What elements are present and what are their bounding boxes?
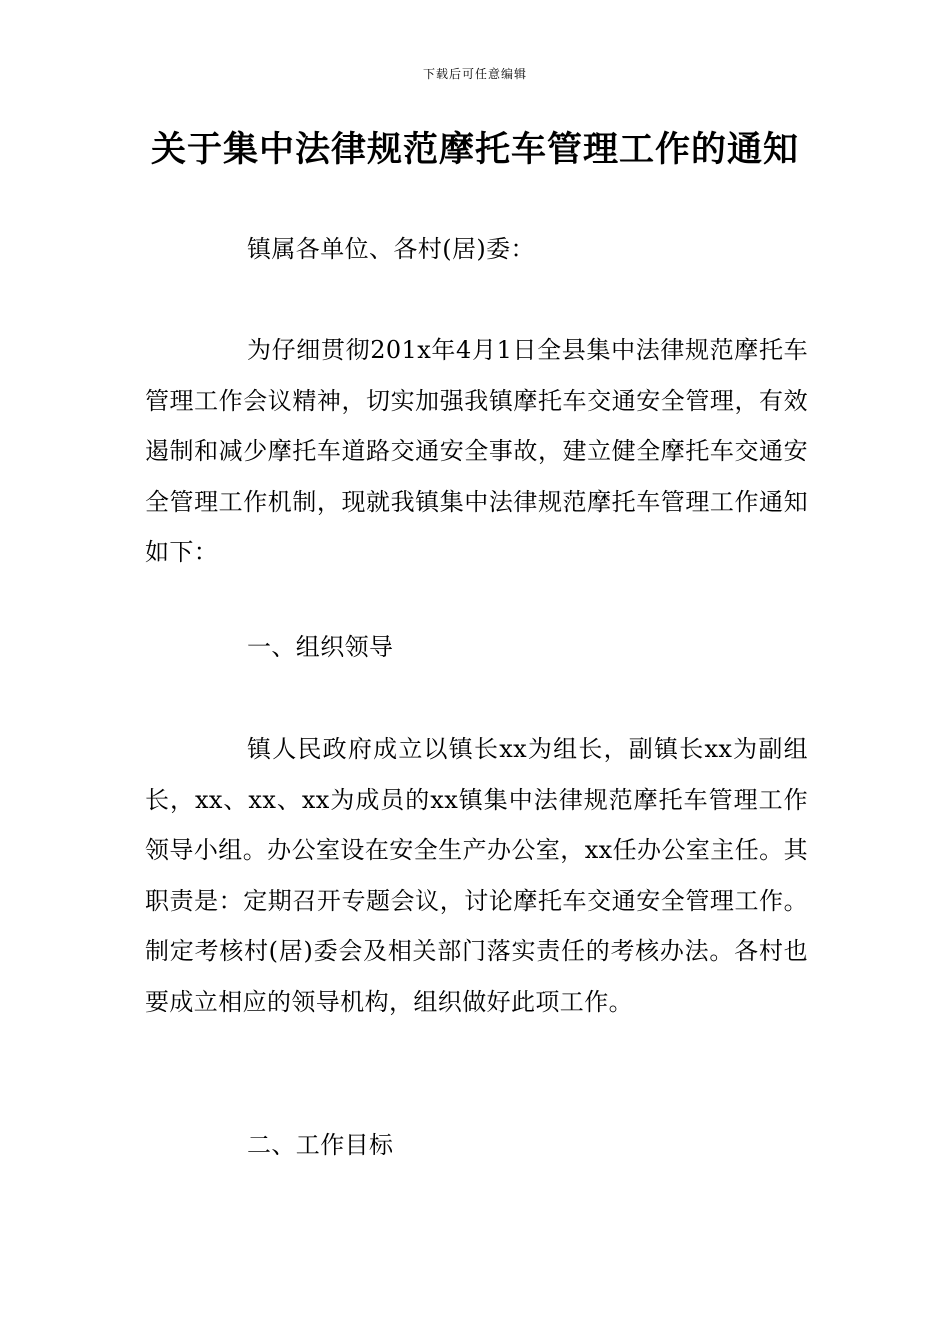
section-body-organization: 镇人民政府成立以镇长xx为组长，副镇长xx为副组长，xx、xx、xx为成员的xx镇集中法律规范摩托车管理工作领导小组。办公室设在安全生产办公室，xx任办公室主任。其职责是：定期召开专题会议，讨论摩托车交通安全管理工作。制定考核村(居)委会及相关部门落实责任的考核办法。各村也要成立相应的领导机构，组织做好此项工作。	[145, 735, 808, 1016]
intro-paragraph: 为仔细贯彻201x年4月1日全县集中法律规范摩托车管理工作会议精神，切实加强我镇摩托车交通安全管理，有效遏制和减少摩托车道路交通安全事故，建立健全摩托车交通安全管理工作机制，现就我镇集中法律规范摩托车管理工作通知如下：	[145, 336, 808, 566]
document-title: 关于集中法律规范摩托车管理工作的通知	[150, 130, 799, 170]
header-note: 下载后可任意编辑	[422, 67, 527, 81]
salutation: 镇属各单位、各村(居)委：	[247, 235, 535, 263]
section-heading-organization: 一、组织领导	[247, 633, 394, 661]
section-heading-goals: 二、工作目标	[247, 1131, 394, 1159]
